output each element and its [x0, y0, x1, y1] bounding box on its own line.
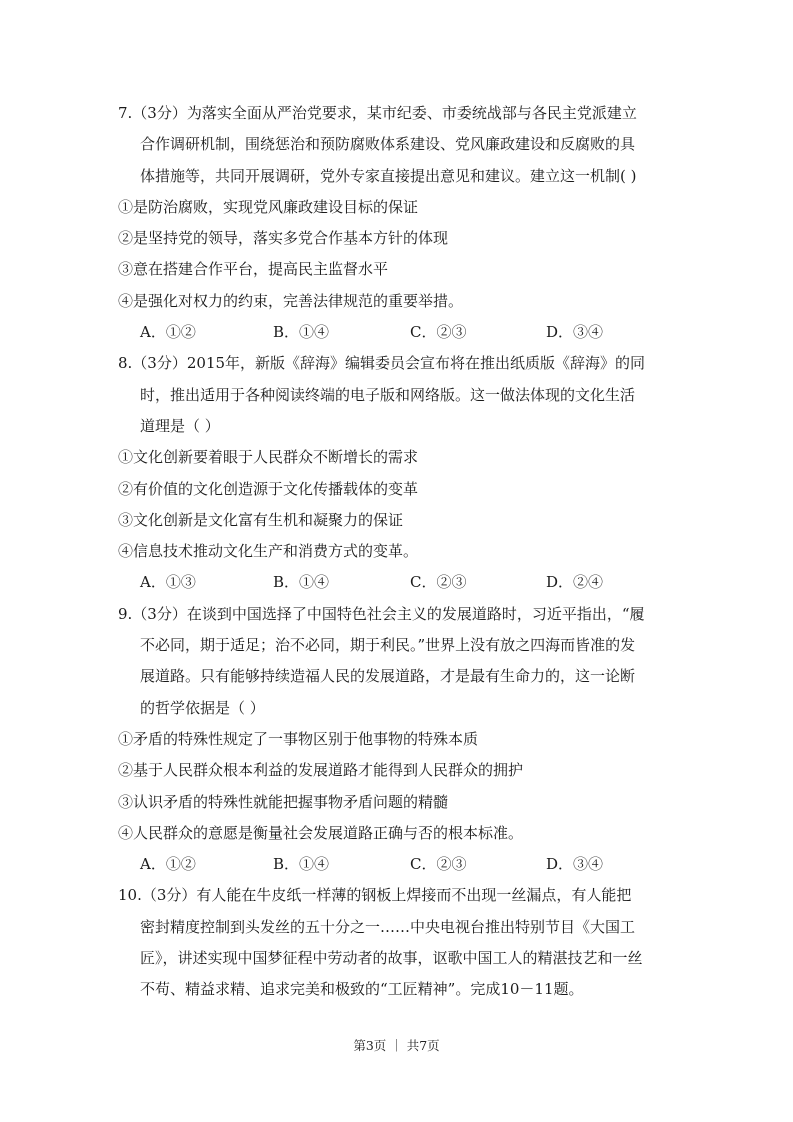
question-8 — [118, 348, 698, 598]
statement-option: ④人民群众的意愿是衡量社会发展道路正确与否的根本标准。 — [118, 823, 524, 842]
question-stem-line: 匠》，讲述实现中国梦征程中劳动者的故事，讴歌中国工人的精湛技艺和一丝 — [140, 949, 643, 968]
choice-c: C．②③ — [410, 323, 467, 342]
statement-option: ②有价值的文化创造源于文化传播载体的变革 — [118, 479, 419, 498]
choice-a: A．①② — [140, 323, 196, 342]
choice-a: A．①③ — [140, 573, 196, 592]
choice-b: B．①④ — [273, 855, 330, 874]
question-stem-line: 合作调研机制，围绕惩治和预防腐败体系建设、党风廉政建设和反腐败的具 — [140, 135, 636, 154]
answer-choices — [118, 849, 698, 880]
choice-d: D．③④ — [546, 323, 604, 342]
question-stem-line: 的哲学依据是（ ） — [140, 698, 265, 717]
statement-option: ①是防治腐败，实现党风廉政建设目标的保证 — [118, 197, 419, 216]
choice-c: C．②③ — [410, 855, 467, 874]
choice-d: D．②④ — [546, 573, 604, 592]
question-stem-line: 密封精度控制到头发丝的五十分之一……中央电视台推出特别节目《大国工 — [140, 917, 636, 936]
statement-option: ②是坚持党的领导，落实多党合作基本方针的体现 — [118, 229, 449, 248]
choice-b: B．①④ — [273, 573, 330, 592]
question-9 — [118, 599, 698, 881]
question-stem-line: 9.（3分）在谈到中国选择了中国特色社会主义的发展道路时，习近平指出，“履 — [118, 604, 645, 623]
question-stem-line: 体措施等，共同开展调研，党外专家直接提出意见和建议。建立这一机制( ) — [140, 166, 637, 185]
question-7 — [118, 98, 698, 348]
statement-option: ③文化创新是文化富有生机和凝聚力的保证 — [118, 510, 404, 529]
statement-option: ③意在搭建合作平台，提高民主监督水平 — [118, 260, 389, 279]
page-footer: 第3页 ｜ 共7页 — [353, 1038, 440, 1053]
question-stem-line: 道理是（ ） — [140, 416, 220, 435]
statement-option: ①文化创新要着眼于人民群众不断增长的需求 — [118, 448, 419, 467]
question-stem-line: 8.（3分）2015年，新版《辞海》编辑委员会宣布将在推出纸质版《辞海》的同 — [118, 354, 646, 373]
answer-choices — [118, 567, 698, 598]
answer-choices — [118, 317, 698, 348]
question-stem-line: 展道路。只有能够持续造福人民的发展道路，才是最有生命力的，这一论断 — [140, 667, 636, 686]
question-10 — [118, 880, 698, 1005]
question-stem-line: 7.（3分）为落实全面从严治党要求，某市纪委、市委统战部与各民主党派建立 — [118, 104, 637, 122]
statement-option: ③认识矛盾的特殊性就能把握事物矛盾问题的精髓 — [118, 792, 449, 811]
question-stem-line: 不苟、精益求精、追求完美和极致的“工匠精神”。完成10－11题。 — [140, 980, 584, 999]
question-stem-line: 不必同，期于适足；治不必同，期于利民。”世界上没有放之四海而皆准的发 — [140, 636, 636, 655]
statement-option: ④是强化对权力的约束，完善法律规范的重要举措。 — [118, 291, 464, 310]
question-stem-line: 10.（3分）有人能在牛皮纸一样薄的钢板上焊接而不出现一丝漏点，有人能把 — [118, 886, 632, 905]
question-list — [118, 98, 698, 1006]
statement-option: ②基于人民群众根本利益的发展道路才能得到人民群众的拥护 — [118, 761, 524, 780]
statement-option: ①矛盾的特殊性规定了一事物区别于他事物的特殊本质 — [118, 729, 479, 748]
choice-a: A．①② — [140, 855, 196, 874]
question-stem-line: 时，推出适用于各种阅读终端的电子版和网络版。这一做法体现的文化生活 — [140, 385, 636, 404]
choice-c: C．②③ — [410, 573, 467, 592]
statement-option: ④信息技术推动文化生产和消费方式的变革。 — [118, 542, 419, 561]
choice-d: D．③④ — [546, 855, 604, 874]
choice-b: B．①④ — [273, 323, 330, 342]
